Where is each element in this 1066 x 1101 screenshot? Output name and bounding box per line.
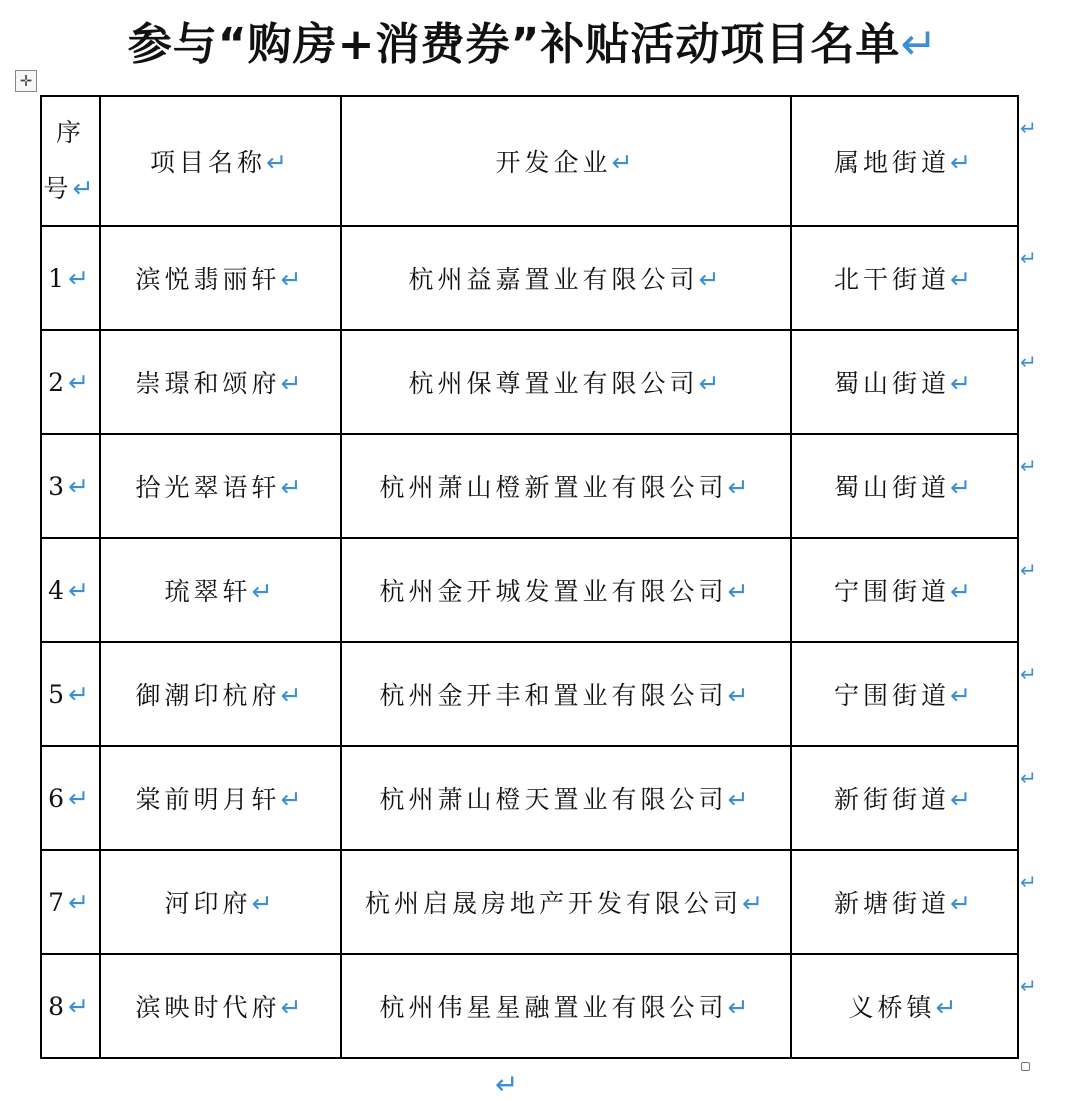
paragraph-mark-icon: ↵ bbox=[742, 889, 767, 918]
table-row bbox=[41, 954, 1018, 1058]
paragraph-mark-icon: ↵ bbox=[67, 367, 93, 397]
cell-no[interactable]: 4↵ bbox=[41, 538, 100, 642]
paragraph-mark-icon: ↵ bbox=[950, 148, 975, 177]
cell-project[interactable]: 滨悦翡丽轩↵ bbox=[100, 226, 341, 330]
paragraph-mark-icon: ↵ bbox=[280, 265, 306, 294]
cell-developer[interactable]: 杭州保尊置业有限公司↵ bbox=[341, 330, 791, 434]
cell-project[interactable]: 棠前明月轩↵ bbox=[100, 746, 341, 850]
cell-street[interactable]: 北干街道↵ bbox=[791, 226, 1018, 330]
table-row bbox=[41, 538, 1018, 642]
paragraph-mark-icon: ↵ bbox=[280, 369, 306, 398]
cell-developer[interactable]: 杭州益嘉置业有限公司↵ bbox=[341, 226, 791, 330]
document-end-mark-icon: ↵ bbox=[495, 1068, 519, 1101]
document-title: 参与“购房+消费券”补贴活动项目名单↵ bbox=[127, 19, 939, 70]
paragraph-mark-icon: ↵ bbox=[950, 889, 975, 918]
cell-project[interactable]: 拾光翠语轩↵ bbox=[100, 434, 341, 538]
cell-street[interactable]: 宁围街道↵ bbox=[791, 642, 1018, 746]
paragraph-mark-icon: ↵ bbox=[950, 369, 975, 398]
paragraph-mark-icon: ↵ bbox=[67, 263, 93, 293]
row-end-mark-icon: ↵ bbox=[1020, 246, 1037, 270]
paragraph-mark-icon: ↵ bbox=[727, 681, 753, 710]
paragraph-mark-icon: ↵ bbox=[950, 473, 975, 502]
cell-street[interactable]: 义桥镇↵ bbox=[791, 954, 1018, 1058]
row-end-mark-icon: ↵ bbox=[1020, 662, 1037, 686]
header-project[interactable]: 项目名称↵ bbox=[100, 96, 341, 226]
table-row bbox=[41, 434, 1018, 538]
paragraph-mark-icon: ↵ bbox=[67, 991, 93, 1021]
paragraph-mark-icon: ↵ bbox=[280, 681, 306, 710]
cell-no[interactable]: 7↵ bbox=[41, 850, 100, 954]
paragraph-mark-icon: ↵ bbox=[67, 575, 93, 605]
cell-no[interactable]: 1↵ bbox=[41, 226, 100, 330]
cell-project[interactable]: 御潮印杭府↵ bbox=[100, 642, 341, 746]
cell-street[interactable]: 新塘街道↵ bbox=[791, 850, 1018, 954]
table-row bbox=[41, 330, 1018, 434]
cell-developer[interactable]: 杭州金开丰和置业有限公司↵ bbox=[341, 642, 791, 746]
paragraph-mark-icon: ↵ bbox=[251, 577, 277, 606]
row-end-mark-icon: ↵ bbox=[1020, 116, 1037, 140]
cell-project[interactable]: 崇璟和颂府↵ bbox=[100, 330, 341, 434]
paragraph-mark-icon: ↵ bbox=[727, 577, 753, 606]
cell-project[interactable]: 河印府↵ bbox=[100, 850, 341, 954]
row-end-mark-icon: ↵ bbox=[1020, 350, 1037, 374]
paragraph-mark-icon: ↵ bbox=[67, 783, 93, 813]
cell-project[interactable]: 滨映时代府↵ bbox=[100, 954, 341, 1058]
paragraph-mark-icon: ↵ bbox=[950, 785, 975, 814]
paragraph-mark-icon: ↵ bbox=[280, 993, 306, 1022]
table-row bbox=[41, 226, 1018, 330]
cell-street[interactable]: 蜀山街道↵ bbox=[791, 434, 1018, 538]
table-move-handle-icon[interactable]: ✛ bbox=[15, 70, 37, 92]
paragraph-mark-icon: ↵ bbox=[950, 681, 975, 710]
cell-no[interactable]: 5↵ bbox=[41, 642, 100, 746]
cell-street[interactable]: 宁围街道↵ bbox=[791, 538, 1018, 642]
paragraph-mark-icon: ↵ bbox=[72, 174, 98, 203]
paragraph-mark-icon: ↵ bbox=[698, 265, 724, 294]
cell-developer[interactable]: 杭州伟星星融置业有限公司↵ bbox=[341, 954, 791, 1058]
paragraph-mark-icon: ↵ bbox=[727, 993, 753, 1022]
table-resize-handle[interactable] bbox=[1021, 1062, 1030, 1071]
header-developer[interactable]: 开发企业↵ bbox=[341, 96, 791, 226]
paragraph-mark-icon: ↵ bbox=[727, 473, 753, 502]
paragraph-mark-icon: ↵ bbox=[266, 148, 291, 177]
row-end-mark-icon: ↵ bbox=[1020, 558, 1037, 582]
cell-developer[interactable]: 杭州金开城发置业有限公司↵ bbox=[341, 538, 791, 642]
paragraph-mark-icon: ↵ bbox=[611, 148, 637, 177]
table-row bbox=[41, 642, 1018, 746]
project-list-table bbox=[40, 95, 1019, 1059]
cell-project[interactable]: 琉翠轩↵ bbox=[100, 538, 341, 642]
cell-developer[interactable]: 杭州萧山橙新置业有限公司↵ bbox=[341, 434, 791, 538]
paragraph-mark-icon: ↵ bbox=[67, 887, 93, 917]
cell-no[interactable]: 3↵ bbox=[41, 434, 100, 538]
header-seq[interactable]: 序 号↵ bbox=[41, 96, 100, 226]
cell-developer[interactable]: 杭州启晟房地产开发有限公司↵ bbox=[341, 850, 791, 954]
row-end-mark-icon: ↵ bbox=[1020, 766, 1037, 790]
header-street[interactable]: 属地街道↵ bbox=[791, 96, 1018, 226]
table-row bbox=[41, 746, 1018, 850]
paragraph-mark-icon: ↵ bbox=[950, 577, 975, 606]
cell-street[interactable]: 新街街道↵ bbox=[791, 746, 1018, 850]
paragraph-mark-icon: ↵ bbox=[251, 889, 277, 918]
paragraph-mark-icon: ↵ bbox=[280, 473, 306, 502]
cell-no[interactable]: 6↵ bbox=[41, 746, 100, 850]
paragraph-mark-icon: ↵ bbox=[280, 785, 306, 814]
paragraph-mark-icon: ↵ bbox=[950, 265, 975, 294]
cell-developer[interactable]: 杭州萧山橙天置业有限公司↵ bbox=[341, 746, 791, 850]
table-header-row bbox=[41, 96, 1018, 226]
paragraph-mark-icon: ↵ bbox=[67, 471, 93, 501]
table-row bbox=[41, 850, 1018, 954]
paragraph-mark-icon: ↵ bbox=[727, 785, 753, 814]
cell-street[interactable]: 蜀山街道↵ bbox=[791, 330, 1018, 434]
cell-no[interactable]: 8↵ bbox=[41, 954, 100, 1058]
paragraph-mark-icon: ↵ bbox=[698, 369, 724, 398]
row-end-mark-icon: ↵ bbox=[1020, 870, 1037, 894]
paragraph-mark-icon: ↵ bbox=[935, 993, 961, 1022]
row-end-mark-icon: ↵ bbox=[1020, 454, 1037, 478]
cell-no[interactable]: 2↵ bbox=[41, 330, 100, 434]
paragraph-mark-icon: ↵ bbox=[900, 19, 939, 70]
row-end-mark-icon: ↵ bbox=[1020, 974, 1037, 998]
paragraph-mark-icon: ↵ bbox=[67, 679, 93, 709]
